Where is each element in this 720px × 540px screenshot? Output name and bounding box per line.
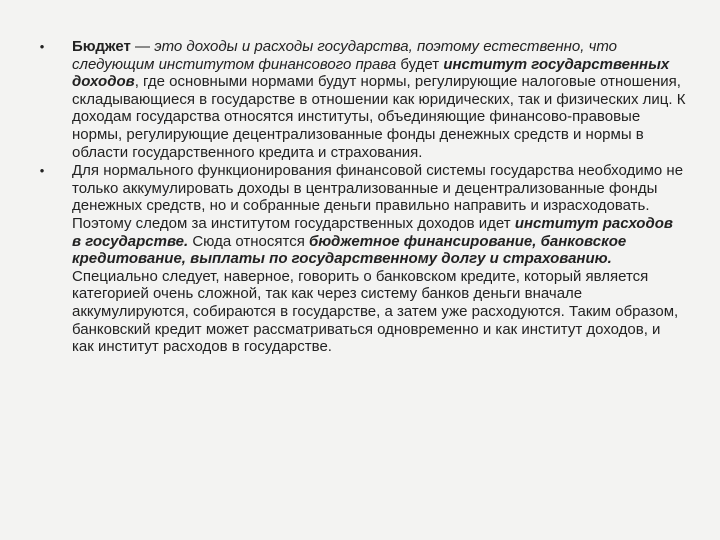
emphasis-next-institute: следующим институтом финансового права [72, 55, 397, 73]
text-segment: это доходы и расходы государства, поэтому естественно, что [154, 38, 618, 55]
text-segment: будет [396, 55, 444, 73]
paragraph-text [72, 162, 683, 355]
dash-text: — [130, 38, 155, 55]
bullet-icon: • [39, 163, 45, 179]
emphasis-state-revenue-institute: институт государственных доходов [72, 55, 670, 91]
text-segment: Для нормального функционирования финансовой системы государства необходимо не только аккумулировать доходы в централизованные и децентрализованные фонды денежных средств, но и собранные деньги правильно направить и израсходовать. Поэтому следом за институтом государственных доходов идет [72, 162, 684, 232]
text-segment: , где основными нормами будут нормы, регулирующие налоговые отношения, складывающиеся в государстве в отношении как юридических, так и физических лиц. К доходам государства относятся институты, объединяющие финансово-правовые нормы, регулирующие децентрализованные фонды денежных средств и нормы в области государственного кредита и страхования. [72, 73, 686, 161]
bullet-list [36, 38, 686, 356]
bullet-item-budget [36, 38, 686, 161]
emphasis-financing-list: бюджетное финансирование, банковское кредитование, выплаты по государственному долгу и страхованию. [72, 232, 627, 268]
emphasis-expense-institute: институт расходов в государстве. [72, 214, 673, 250]
bullet-icon: • [39, 39, 45, 54]
text-segment: Сюда относятся [188, 232, 309, 250]
bullet-item-expenses [36, 162, 686, 356]
paragraph-text [72, 38, 685, 161]
slide-content [36, 38, 686, 357]
term-budget: Бюджет [72, 38, 131, 55]
text-segment: Специально следует, наверное, говорить о банковском кредите, который является категорией очень сложной, так как через систему банков деньги вначале аккумулируются, собираются в государстве, а затем уже расходуются. Таким образом, банковский кредит может рассматриваться одновременно и как институт доходов, и как институт расходов в государстве. [72, 267, 679, 356]
